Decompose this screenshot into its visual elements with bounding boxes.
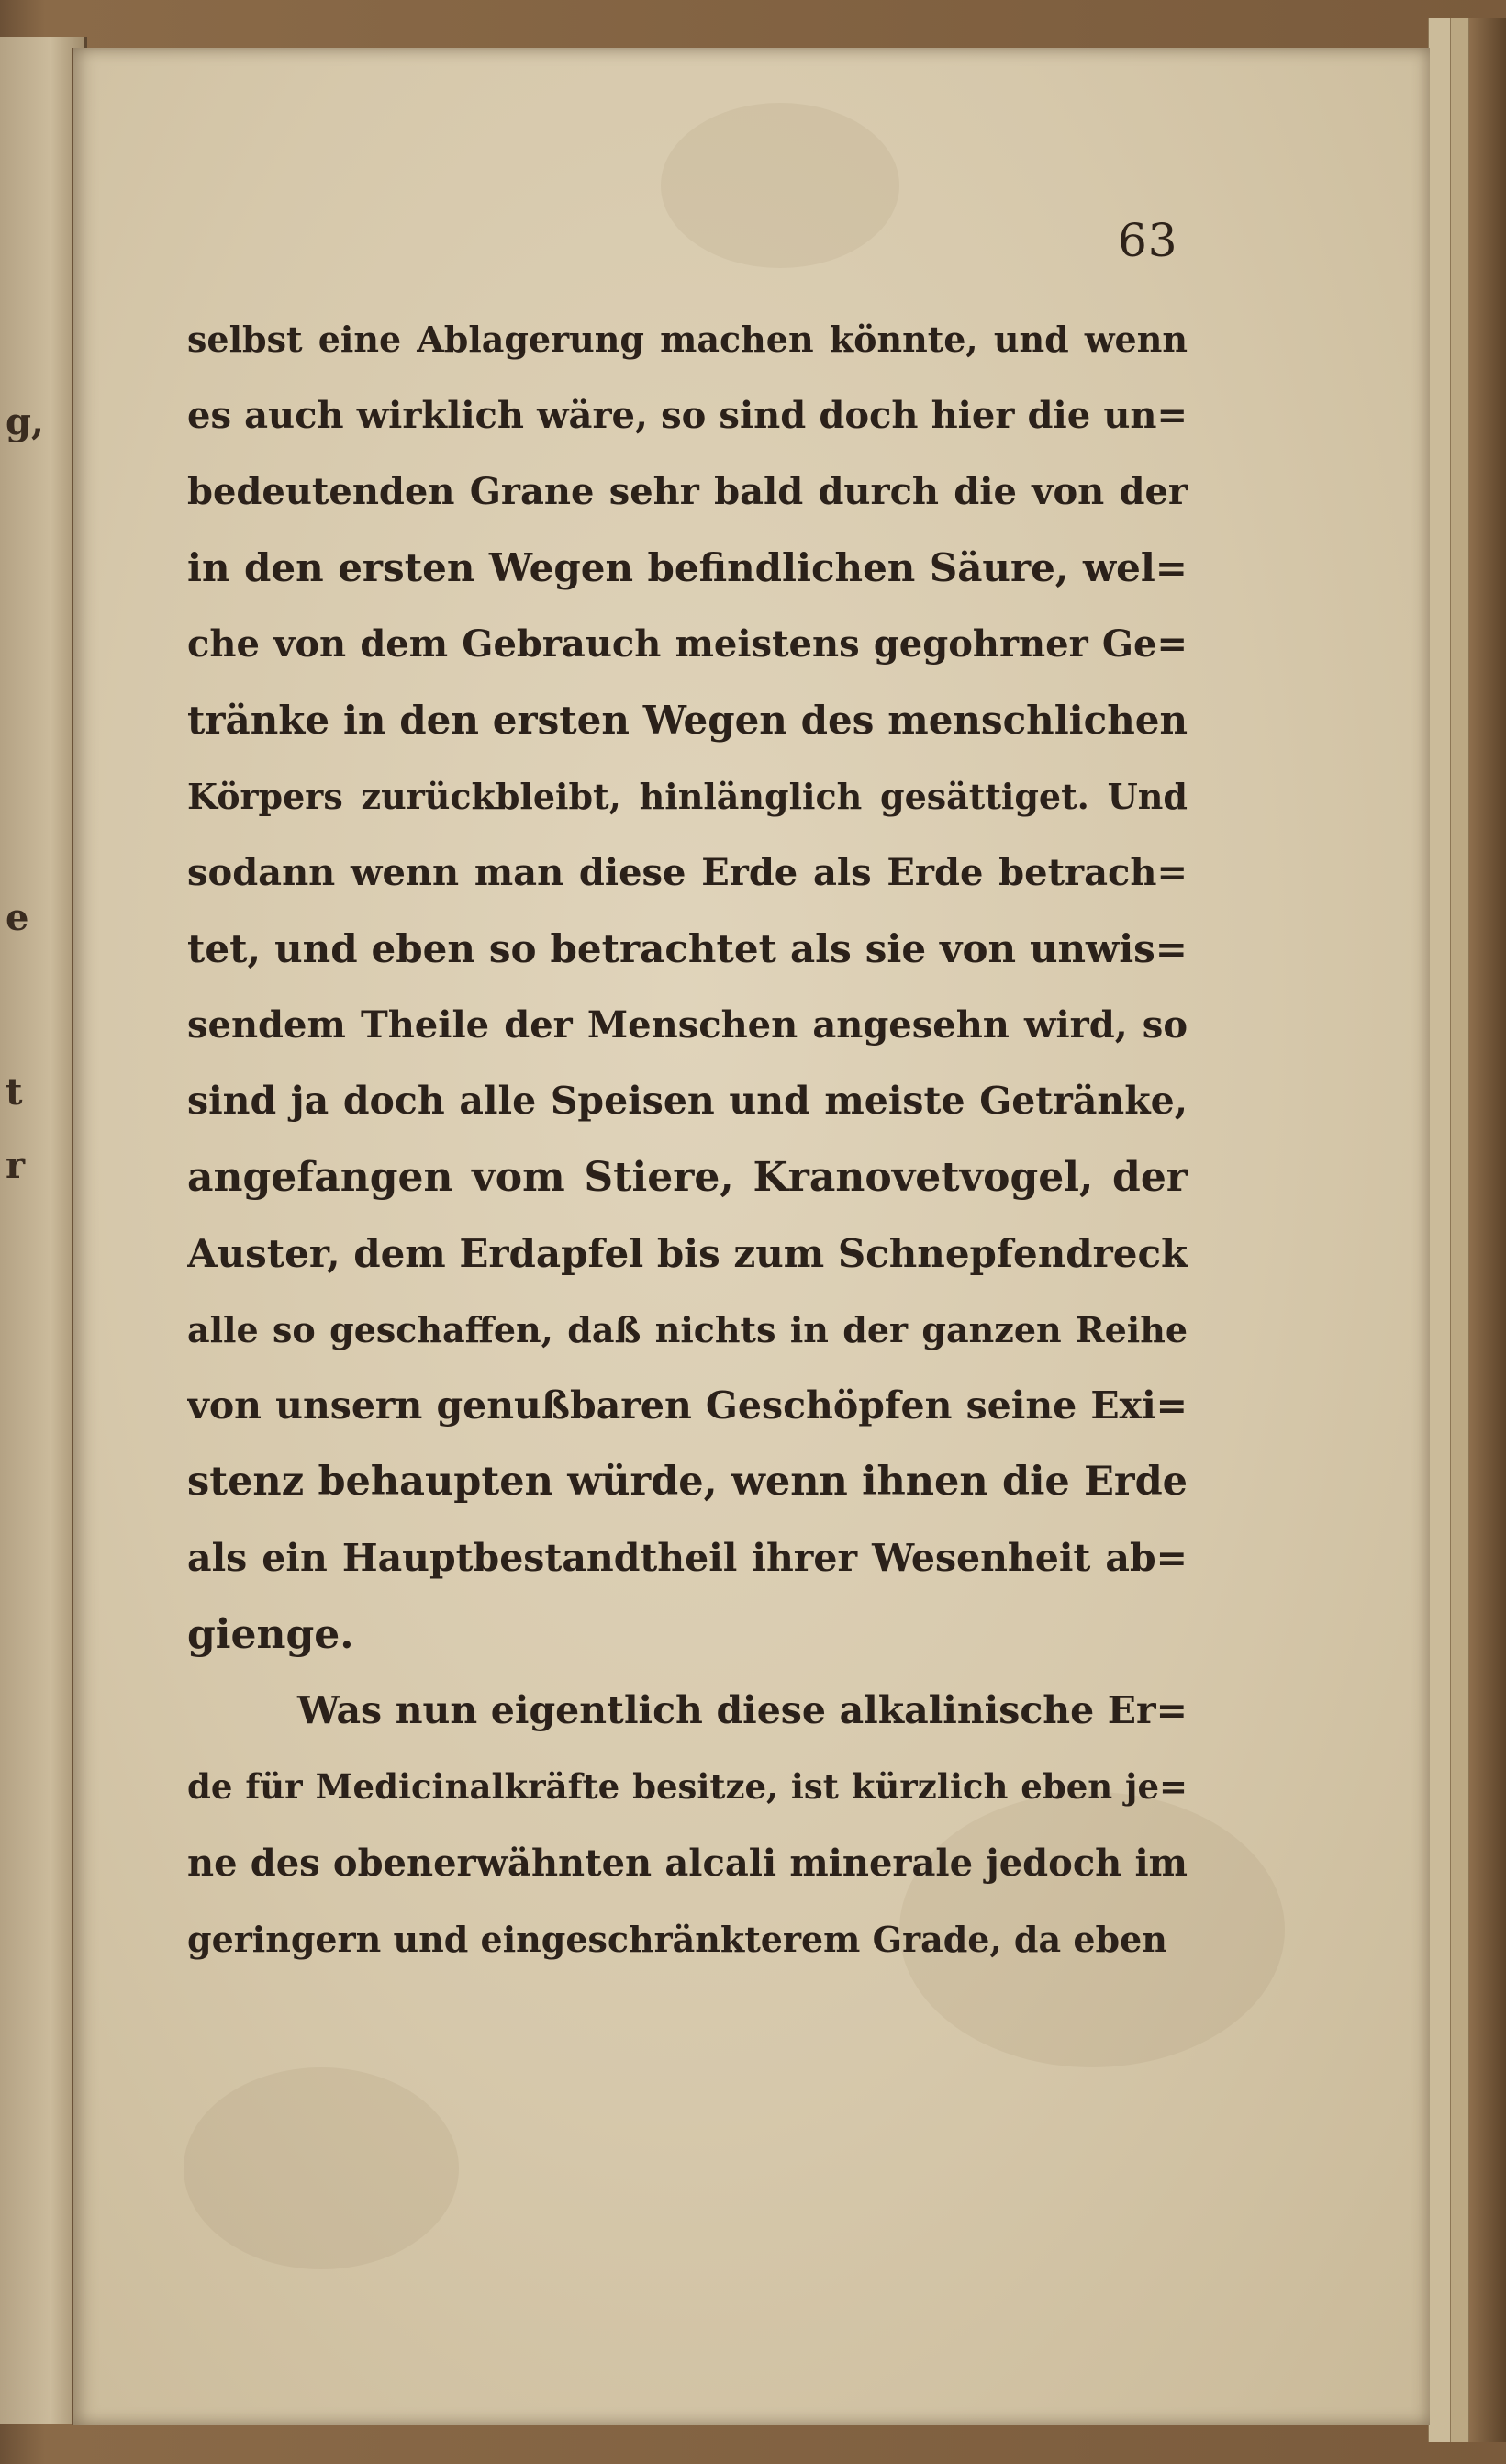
body-text bbox=[187, 301, 1188, 1977]
text-line: tränke in den ersten Wegen des menschlichen bbox=[187, 698, 1188, 743]
text-line: gienge. bbox=[187, 1611, 354, 1658]
paper-stain bbox=[184, 2067, 459, 2269]
text-line: sendem Theile der Menschen angesehn wird, so bbox=[187, 1003, 1188, 1047]
text-line: tet, und eben so betrachtet als sie von unwis= bbox=[187, 926, 1188, 971]
previous-page-fragment: t bbox=[6, 1070, 23, 1114]
text-line: geringern und eingeschränkterem Grade, da eben bbox=[187, 1919, 1167, 1960]
previous-page-fragment: e bbox=[6, 896, 29, 939]
text-line: sind ja doch alle Speisen und meiste Getränke, bbox=[187, 1079, 1188, 1123]
text-line: stenz behaupten würde, wenn ihnen die Erde bbox=[187, 1459, 1188, 1505]
text-line: che von dem Gebrauch meistens gegohrner Ge= bbox=[187, 622, 1188, 666]
text-line: Auster, dem Erdapfel bis zum Schnepfendreck bbox=[187, 1231, 1188, 1276]
previous-page-fragment: r bbox=[6, 1144, 26, 1187]
text-line: es auch wirklich wäre, so sind doch hier die un= bbox=[187, 394, 1188, 437]
text-line: von unsern genußbaren Geschöpfen seine Exi= bbox=[187, 1383, 1188, 1428]
previous-page-fragment: g, bbox=[6, 400, 44, 443]
text-line: als ein Hauptbestandtheil ihrer Wesenheit ab= bbox=[187, 1536, 1188, 1580]
book-cover-edge bbox=[1468, 18, 1506, 2442]
text-line: ne des obenerwähnten alcali minerale jedoch im bbox=[187, 1842, 1188, 1885]
text-line: de für Medicinalkräfte besitze, ist kürzlich eben je= bbox=[187, 1766, 1188, 1807]
text-line: angefangen vom Stiere, Kranovetvogel, der bbox=[187, 1154, 1188, 1201]
text-line: bedeutenden Grane sehr bald durch die von der bbox=[187, 470, 1188, 513]
text-line: in den ersten Wegen befindlichen Säure, wel= bbox=[187, 545, 1188, 590]
paper-stain bbox=[661, 103, 899, 268]
text-line: selbst eine Ablagerung machen könnte, und wenn bbox=[187, 319, 1188, 360]
page-number: 63 bbox=[1118, 214, 1178, 267]
text-line: sodann wenn man diese Erde als Erde betrach= bbox=[187, 851, 1188, 894]
paragraph bbox=[187, 301, 1188, 1673]
text-line: Körpers zurückbleibt, hinlänglich gesättiget. Und bbox=[187, 776, 1188, 817]
paragraph bbox=[187, 1673, 1188, 1977]
page-edge bbox=[1428, 18, 1451, 2442]
page-edge bbox=[1450, 18, 1469, 2442]
text-line: Was nun eigentlich diese alkalinische Er= bbox=[297, 1688, 1188, 1732]
text-line: alle so geschaffen, daß nichts in der ganzen Reihe bbox=[187, 1309, 1188, 1350]
